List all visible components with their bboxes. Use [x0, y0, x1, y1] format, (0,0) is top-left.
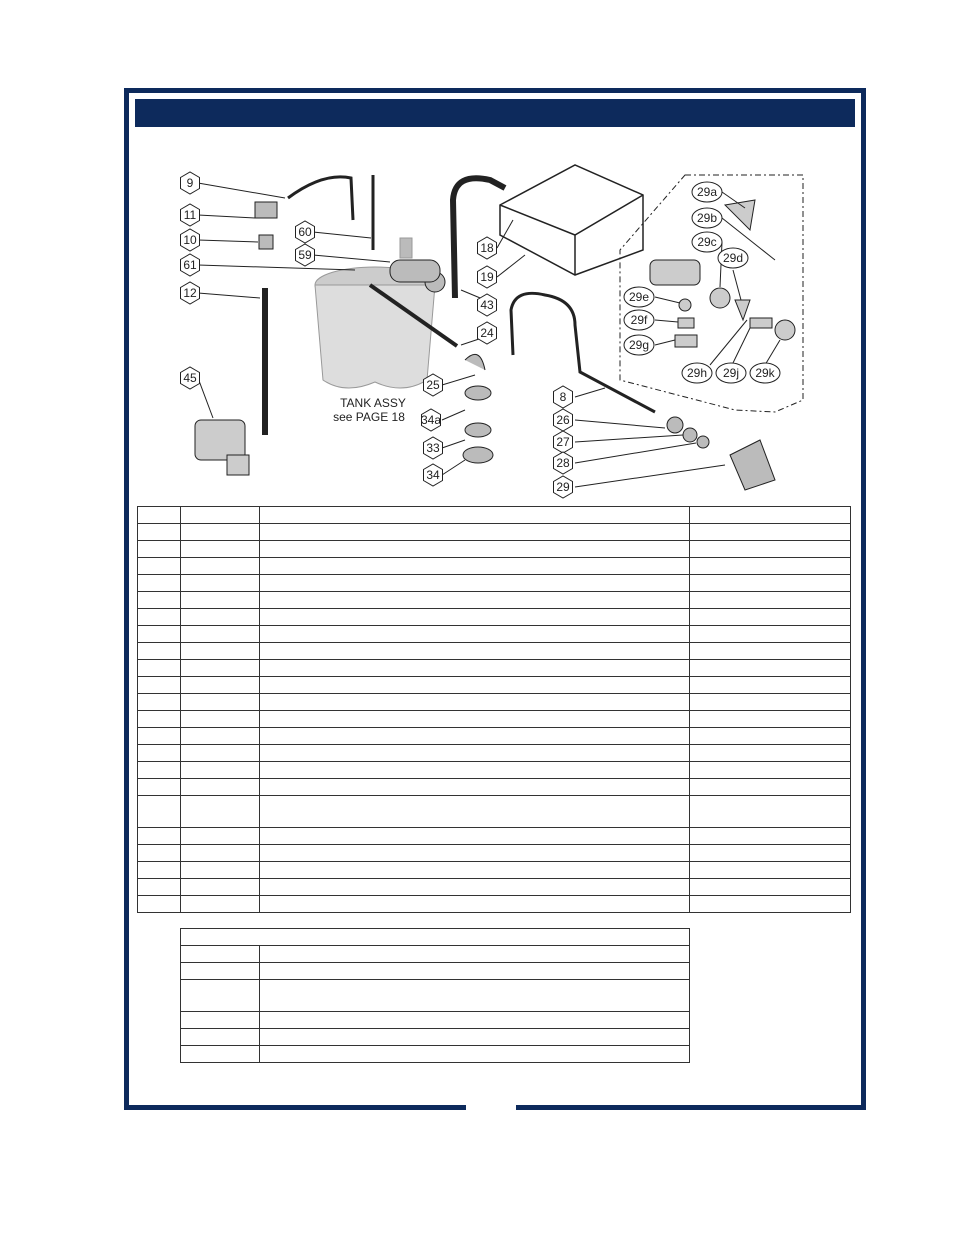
- parts-table-cell: [690, 845, 851, 862]
- parts-table-cell: [260, 694, 690, 711]
- parts-table-cell: [260, 862, 690, 879]
- parts-table-cell: [181, 507, 260, 524]
- sub-table-row: [181, 946, 690, 963]
- parts-table-cell: [181, 762, 260, 779]
- nut-26: [667, 417, 683, 433]
- oring-29e: [679, 299, 691, 311]
- callout-label-29e: 29e: [628, 290, 650, 304]
- parts-table-cell: [138, 711, 181, 728]
- parts-table-cell: [181, 592, 260, 609]
- sub-table-cell: [181, 980, 260, 1012]
- parts-table-cell: [260, 828, 690, 845]
- title-bar: [135, 99, 855, 127]
- callout-label-29c: 29c: [697, 235, 717, 249]
- parts-table-row: [138, 643, 851, 660]
- parts-table-cell: [138, 660, 181, 677]
- parts-table-cell: [690, 609, 851, 626]
- parts-table-cell: [181, 643, 260, 660]
- frame-page-number-gap: [466, 1102, 516, 1114]
- washer-28: [697, 436, 709, 448]
- callout-label-61: 61: [183, 258, 197, 272]
- parts-table-cell: [260, 558, 690, 575]
- parts-table-row: [138, 660, 851, 677]
- parts-table-cell: [181, 626, 260, 643]
- sub-table-cell: [181, 946, 260, 963]
- callout-label-11: 11: [183, 208, 197, 222]
- parts-table-row: [138, 879, 851, 896]
- parts-table-cell: [690, 862, 851, 879]
- parts-table-row: [138, 541, 851, 558]
- parts-table-row: [138, 728, 851, 745]
- parts-table-cell: [181, 524, 260, 541]
- callout-label-29h: 29h: [686, 366, 708, 380]
- parts-table-cell: [181, 609, 260, 626]
- parts-table-row: [138, 694, 851, 711]
- parts-table-cell: [138, 677, 181, 694]
- callout-label-26: 26: [556, 413, 570, 427]
- spud-34: [463, 447, 493, 463]
- parts-table-row: [138, 862, 851, 879]
- callout-label-43: 43: [480, 298, 494, 312]
- parts-table-cell: [690, 896, 851, 913]
- sub-table-cell: [260, 1029, 690, 1046]
- callout-label-29k: 29k: [755, 366, 775, 380]
- callout-label-29f: 29f: [630, 313, 648, 327]
- parts-table-row: [138, 745, 851, 762]
- parts-table-row: [138, 779, 851, 796]
- parts-table-row: [138, 796, 851, 828]
- parts-table-cell: [260, 507, 690, 524]
- parts-table-cell: [260, 845, 690, 862]
- parts-table-cell: [260, 779, 690, 796]
- parts-table-cell: [138, 507, 181, 524]
- sub-table-cell: [260, 980, 690, 1012]
- parts-table-cell: [690, 745, 851, 762]
- sub-table-cell: [260, 1046, 690, 1063]
- bonnet-29k: [775, 320, 795, 340]
- callout-label-29g: 29g: [628, 338, 650, 352]
- parts-table-cell: [181, 862, 260, 879]
- gasket-33: [465, 423, 491, 437]
- sub-table-row: [181, 963, 690, 980]
- callout-label-28: 28: [556, 456, 570, 470]
- parts-table-row: [138, 609, 851, 626]
- sub-table-cell: [181, 1029, 260, 1046]
- parts-table-cell: [181, 694, 260, 711]
- callout-label-34: 34: [426, 468, 440, 482]
- parts-table-cell: [260, 677, 690, 694]
- spring-29j: [750, 318, 772, 328]
- parts-table-cell: [260, 626, 690, 643]
- sub-parts-table: [180, 928, 690, 1063]
- parts-table-row: [138, 524, 851, 541]
- washer-29f: [678, 318, 694, 328]
- parts-table-cell: [138, 828, 181, 845]
- callout-label-29a: 29a: [696, 185, 718, 199]
- sub-table-header-row: [181, 929, 690, 946]
- parts-list-table: [137, 506, 851, 913]
- parts-table-cell: [138, 694, 181, 711]
- parts-table-cell: [138, 779, 181, 796]
- parts-table-cell: [690, 828, 851, 845]
- callout-label-34a: 34a: [420, 413, 442, 427]
- exploded-parts-diagram: [135, 150, 855, 505]
- parts-table-row: [138, 507, 851, 524]
- parts-table-cell: [690, 541, 851, 558]
- parts-table-cell: [690, 643, 851, 660]
- parts-table-cell: [138, 609, 181, 626]
- callout-label-9: 9: [186, 176, 194, 190]
- callout-label-24: 24: [480, 326, 494, 340]
- washer-34a: [465, 386, 491, 400]
- parts-table-row: [138, 711, 851, 728]
- parts-table-cell: [138, 862, 181, 879]
- parts-table-row: [138, 626, 851, 643]
- drip-basin: [500, 165, 643, 275]
- parts-table-cell: [690, 558, 851, 575]
- parts-table-cell: [181, 879, 260, 896]
- sub-table-cell: [181, 963, 260, 980]
- parts-table-cell: [690, 694, 851, 711]
- parts-table-cell: [138, 728, 181, 745]
- parts-table-row: [138, 896, 851, 913]
- parts-table-cell: [260, 592, 690, 609]
- parts-table-cell: [138, 626, 181, 643]
- sub-table-row: [181, 1029, 690, 1046]
- callout-label-19: 19: [480, 270, 494, 284]
- faucet-29: [730, 440, 775, 490]
- parts-table-cell: [138, 541, 181, 558]
- parts-table-cell: [181, 558, 260, 575]
- parts-table-row: [138, 677, 851, 694]
- solenoid-valve-45: [195, 420, 249, 475]
- parts-table-cell: [138, 745, 181, 762]
- parts-table-cell: [260, 879, 690, 896]
- sub-table-cell: [260, 1012, 690, 1029]
- parts-table-cell: [181, 541, 260, 558]
- parts-table-cell: [138, 643, 181, 660]
- nut-29g: [675, 335, 697, 347]
- elbow-25: [465, 354, 485, 370]
- parts-table-cell: [260, 745, 690, 762]
- cap-29d: [735, 300, 750, 320]
- callout-label-60: 60: [298, 225, 312, 239]
- parts-table-cell: [181, 828, 260, 845]
- parts-table-cell: [260, 660, 690, 677]
- parts-table-cell: [138, 524, 181, 541]
- seat-29c: [710, 288, 730, 308]
- sub-table-row: [181, 980, 690, 1012]
- parts-table-cell: [690, 626, 851, 643]
- parts-table-cell: [138, 592, 181, 609]
- parts-table-cell: [260, 541, 690, 558]
- tube-9: [288, 177, 353, 220]
- parts-table-row: [138, 592, 851, 609]
- tank-note-line2: see PAGE 18: [333, 410, 405, 424]
- parts-table-cell: [260, 796, 690, 828]
- callout-label-29b: 29b: [696, 211, 718, 225]
- parts-table-cell: [138, 845, 181, 862]
- parts-table-row: [138, 762, 851, 779]
- parts-table-cell: [690, 592, 851, 609]
- fitting-10: [259, 235, 273, 249]
- callout-label-29d: 29d: [722, 251, 744, 265]
- callout-label-25: 25: [426, 378, 440, 392]
- parts-table-cell: [138, 575, 181, 592]
- parts-table-cell: [138, 796, 181, 828]
- parts-table-cell: [181, 660, 260, 677]
- parts-table-cell: [690, 524, 851, 541]
- parts-table-cell: [690, 728, 851, 745]
- body-29b: [650, 260, 700, 285]
- callout-label-59: 59: [298, 248, 312, 262]
- callout-label-10: 10: [183, 233, 197, 247]
- sub-table-cell: [181, 1012, 260, 1029]
- parts-table-row: [138, 575, 851, 592]
- callout-label-29: 29: [556, 480, 570, 494]
- fitting-11: [255, 202, 277, 218]
- callout-label-33: 33: [426, 441, 440, 455]
- parts-table-row: [138, 558, 851, 575]
- callout-label-18: 18: [480, 241, 494, 255]
- parts-table-cell: [138, 558, 181, 575]
- parts-table-cell: [138, 762, 181, 779]
- parts-table-cell: [138, 896, 181, 913]
- sub-table-cell: [260, 963, 690, 980]
- callout-label-29j: 29j: [722, 366, 740, 380]
- callout-label-12: 12: [183, 286, 197, 300]
- parts-table-cell: [260, 575, 690, 592]
- sub-table-cell: [181, 1046, 260, 1063]
- parts-table-cell: [690, 575, 851, 592]
- callout-label-8: 8: [559, 390, 567, 404]
- sub-table-header-cell: [181, 929, 690, 946]
- parts-table-cell: [690, 677, 851, 694]
- callout-label-27: 27: [556, 435, 570, 449]
- sub-table-row: [181, 1012, 690, 1029]
- parts-table-cell: [260, 524, 690, 541]
- callout-label-45: 45: [183, 371, 197, 385]
- sub-table-cell: [260, 946, 690, 963]
- parts-table-cell: [138, 879, 181, 896]
- parts-table-cell: [181, 677, 260, 694]
- parts-table-row: [138, 828, 851, 845]
- parts-table-cell: [181, 896, 260, 913]
- parts-table-cell: [181, 711, 260, 728]
- parts-table-cell: [260, 728, 690, 745]
- parts-table-cell: [181, 575, 260, 592]
- sub-table-row: [181, 1046, 690, 1063]
- parts-table-cell: [690, 762, 851, 779]
- parts-table-cell: [690, 879, 851, 896]
- parts-table-cell: [690, 796, 851, 828]
- parts-table-cell: [181, 745, 260, 762]
- parts-table-cell: [690, 711, 851, 728]
- washer-27: [683, 428, 697, 442]
- parts-table-row: [138, 845, 851, 862]
- parts-table-cell: [690, 507, 851, 524]
- parts-table-cell: [260, 711, 690, 728]
- fitting-61: [390, 260, 440, 282]
- parts-table-cell: [260, 643, 690, 660]
- parts-table-cell: [181, 728, 260, 745]
- parts-table-cell: [260, 896, 690, 913]
- parts-table-cell: [260, 609, 690, 626]
- parts-table-cell: [260, 762, 690, 779]
- parts-table-cell: [181, 796, 260, 828]
- tank-note-line1: TANK ASSY: [340, 396, 406, 410]
- parts-table-cell: [181, 845, 260, 862]
- parts-table-cell: [690, 660, 851, 677]
- parts-table-cell: [690, 779, 851, 796]
- parts-table-cell: [181, 779, 260, 796]
